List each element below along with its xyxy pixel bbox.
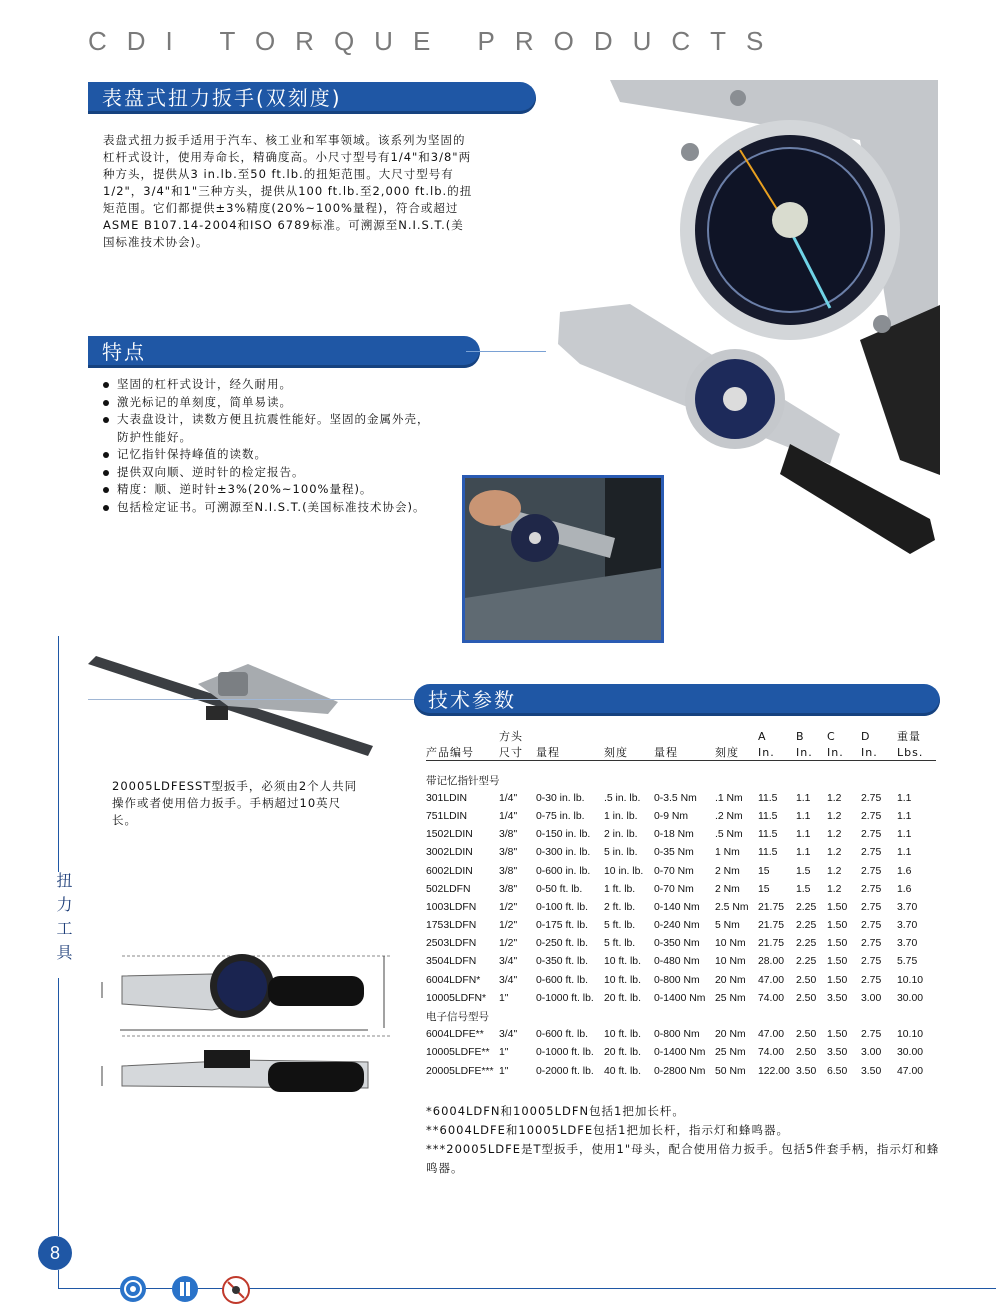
table-cell: 25 Nm xyxy=(715,1047,746,1059)
header-cell: C xyxy=(827,729,836,743)
header-cell: 刻度 xyxy=(604,746,628,759)
table-cell: 30.00 xyxy=(897,1047,924,1059)
table-cell: 1" xyxy=(499,1047,509,1059)
table-cell: 0-140 Nm xyxy=(654,901,700,913)
table-cell: 10 Nm xyxy=(715,938,746,950)
table-cell: 502LDFN xyxy=(426,883,471,895)
table-cell: 0-70 Nm xyxy=(654,883,694,895)
table-cell: 30.00 xyxy=(897,992,924,1004)
table-row xyxy=(426,898,936,916)
table-cell: 0-1000 ft. lb. xyxy=(536,1047,594,1059)
feature-item: 坚固的杠杆式设计，经久耐用。 xyxy=(101,376,435,394)
table-cell: 0-600 in. lb. xyxy=(536,865,591,877)
table-cell: 1" xyxy=(499,1065,509,1077)
table-cell: 10.10 xyxy=(897,974,924,986)
table-cell: 1.2 xyxy=(827,810,842,822)
table-cell: 3/8" xyxy=(499,829,518,841)
table-cell: 2.25 xyxy=(796,956,817,968)
table-cell: 3/8" xyxy=(499,865,518,877)
table-cell: 3.50 xyxy=(796,1065,817,1077)
t-bar-wrench-photo xyxy=(88,644,378,762)
table-cell: 3.70 xyxy=(897,938,918,950)
sidebar-category-text: 扭力工具 xyxy=(54,872,73,968)
table-cell: 10 ft. lb. xyxy=(604,956,641,968)
table-cell: 40 ft. lb. xyxy=(604,1065,641,1077)
table-cell: 20 ft. lb. xyxy=(604,1047,641,1059)
table-cell: 1.6 xyxy=(897,883,912,895)
table-cell: 5 ft. lb. xyxy=(604,920,636,932)
table-cell: 3002LDIN xyxy=(426,847,473,859)
feature-item: 包括检定证书。可溯源至N.I.S.T.(美国标准技术协会)。 xyxy=(101,499,435,517)
table-cell: 2.75 xyxy=(861,974,882,986)
table-cell: 50 Nm xyxy=(715,1065,746,1077)
page-number: 8 xyxy=(38,1236,72,1270)
header-cell: In. xyxy=(861,745,878,759)
table-cell: 11.5 xyxy=(758,792,778,804)
table-cell: 5.75 xyxy=(897,956,918,968)
table-cell: 2 in. lb. xyxy=(604,829,638,841)
feature-item: 提供双向顺、逆时针的检定报告。 xyxy=(101,464,435,482)
feature-item: 记忆指针保持峰值的读数。 xyxy=(101,446,435,464)
footnote: **6004LDFE和10005LDFE包括1把加长杆，指示灯和蜂鸣器。 xyxy=(426,1123,789,1137)
table-cell: 2.75 xyxy=(861,956,882,968)
table-cell: 1.2 xyxy=(827,847,842,859)
table-cell: 5 Nm xyxy=(715,920,740,932)
table-cell: 74.00 xyxy=(758,1047,785,1059)
table-cell: 1/4" xyxy=(499,792,518,804)
table-cell: 2.5 Nm xyxy=(715,901,749,913)
features-rule xyxy=(466,351,546,352)
table-cell: .5 Nm xyxy=(715,829,743,841)
header-cell: A xyxy=(758,729,767,743)
table-cell: 0-75 in. lb. xyxy=(536,810,585,822)
feature-item: 大表盘设计，读数方便且抗震性能好。坚固的金属外壳，防护性能好。 xyxy=(101,411,435,446)
header-cell xyxy=(604,728,654,744)
intro-paragraph: 表盘式扭力扳手适用于汽车、核工业和军事领域。该系列为坚固的杠杆式设计，使用寿命长，精确度高。小尺寸型号有1/4"和3/8"两种方头，提供从3 in.lb.至50 ft.lb.的扭矩范围。大尺寸型号有1/2"，3/4"和1"三种方头，提供从100 ft.lb.至2,000 ft.lb.的扭矩范围。它们都提供±3%精度(20%~100%量程)，符合或超过ASME B107.14-2004和ISO 6789标准。可溯源至N.I.S.T.(美国标准技术协会)。 xyxy=(103,133,473,249)
table-cell: 3.70 xyxy=(897,920,918,932)
table-cell: 1.1 xyxy=(897,810,912,822)
table-cell: 11.5 xyxy=(758,847,778,859)
table-row xyxy=(426,1026,936,1044)
table-cell: 3504LDFN xyxy=(426,956,477,968)
table-row xyxy=(426,844,936,862)
section-title-specs: 技术参数 xyxy=(414,684,940,716)
table-cell: 20 Nm xyxy=(715,974,746,986)
table-cell: 2.75 xyxy=(861,865,882,877)
table-cell: 2.25 xyxy=(796,938,817,950)
header-cell: Lbs. xyxy=(897,745,924,759)
table-cell: 3/4" xyxy=(499,1029,518,1041)
table-cell: 0-2800 Nm xyxy=(654,1065,706,1077)
table-cell: 0-70 Nm xyxy=(654,865,694,877)
table-cell: 15 xyxy=(758,883,770,895)
table-cell: 20 ft. lb. xyxy=(604,992,641,1004)
table-cell: 3/8" xyxy=(499,847,518,859)
table-cell: 2.75 xyxy=(861,920,882,932)
section-title-dial-wrench: 表盘式扭力扳手(双刻度) xyxy=(88,82,536,114)
header-cell: In. xyxy=(827,745,844,759)
table-cell: 1753LDFN xyxy=(426,920,477,932)
table-cell: 11.5 xyxy=(758,810,778,822)
table-cell: 1/2" xyxy=(499,938,518,950)
table-cell: 0-9 Nm xyxy=(654,810,689,822)
table-cell: 1.1 xyxy=(796,847,811,859)
table-cell: 3/4" xyxy=(499,974,518,986)
table-row xyxy=(426,1062,936,1080)
table-cell: 20005LDFE*** xyxy=(426,1065,494,1077)
table-cell: 0-800 Nm xyxy=(654,1029,700,1041)
table-cell: 0-480 Nm xyxy=(654,956,700,968)
sidebar-category xyxy=(48,872,73,978)
table-cell: 2.75 xyxy=(861,938,882,950)
table-cell: 1003LDFN xyxy=(426,901,477,913)
group-label: 带记忆指针型号 xyxy=(426,774,500,787)
table-cell: 301LDIN xyxy=(426,792,468,804)
table-cell: 10.10 xyxy=(897,1029,924,1041)
feature-item: 激光标记的单刻度，简单易读。 xyxy=(101,394,435,412)
table-cell: 0-175 ft. lb. xyxy=(536,920,588,932)
header-cell: 方头 xyxy=(499,730,523,743)
table-cell: 20 Nm xyxy=(715,1029,746,1041)
table-cell: 10 Nm xyxy=(715,956,746,968)
table-cell: 1.1 xyxy=(796,792,811,804)
table-cell: 0-250 ft. lb. xyxy=(536,938,588,950)
table-cell: 1/2" xyxy=(499,901,518,913)
header-cell xyxy=(715,728,758,744)
table-cell: 1.5 xyxy=(796,865,811,877)
spec-header-bottom xyxy=(426,744,936,761)
table-cell: 10 ft. lb. xyxy=(604,1029,641,1041)
footnote: *6004LDFN和10005LDFN包括1把加长杆。 xyxy=(426,1104,685,1118)
table-cell: 1.50 xyxy=(827,920,848,932)
table-cell: 3.00 xyxy=(861,1047,882,1059)
spec-rule xyxy=(378,699,418,700)
spec-header-top xyxy=(426,728,936,744)
t-bar-caption: 20005LDFESST型扳手，必须由2个人共同操作或者使用倍力扳手。手柄超过10英尺长。 xyxy=(112,779,358,827)
table-cell: 751LDIN xyxy=(426,810,468,822)
page-line-horizontal xyxy=(58,1288,996,1289)
table-row xyxy=(426,807,936,825)
table-cell: 2.50 xyxy=(796,1047,817,1059)
table-cell: 2.75 xyxy=(861,792,882,804)
table-cell: 0-50 ft. lb. xyxy=(536,883,583,895)
table-cell: 2.75 xyxy=(861,829,882,841)
table-cell: 1.2 xyxy=(827,865,842,877)
table-cell: 47.00 xyxy=(758,974,785,986)
table-cell: 1.2 xyxy=(827,792,842,804)
table-cell: 0-350 ft. lb. xyxy=(536,956,588,968)
table-cell: 0-35 Nm xyxy=(654,847,694,859)
table-cell: 1 Nm xyxy=(715,847,740,859)
table-cell: 3.70 xyxy=(897,901,918,913)
table-cell: 0-3.5 Nm xyxy=(654,792,697,804)
table-cell: .1 Nm xyxy=(715,792,743,804)
table-cell: 0-300 in. lb. xyxy=(536,847,591,859)
table-cell: 1" xyxy=(499,992,509,1004)
table-cell: 1 ft. lb. xyxy=(604,883,636,895)
table-cell: 1.1 xyxy=(897,829,912,841)
table-cell: 21.75 xyxy=(758,901,785,913)
table-cell: 0-240 Nm xyxy=(654,920,700,932)
table-cell: 0-600 ft. lb. xyxy=(536,1029,588,1041)
header-cell: 产品编号 xyxy=(426,746,474,759)
table-cell: 2503LDFN xyxy=(426,938,477,950)
table-cell: 10005LDFE** xyxy=(426,1047,490,1059)
table-cell: 122.00 xyxy=(758,1065,790,1077)
spec-table xyxy=(426,728,936,1080)
table-cell: .5 in. lb. xyxy=(604,792,641,804)
table-cell: 3.50 xyxy=(827,992,848,1004)
table-cell: 10005LDFN* xyxy=(426,992,487,1004)
header-cell: 量程 xyxy=(654,746,678,759)
features-list xyxy=(101,376,435,516)
table-row xyxy=(426,880,936,898)
table-cell: 3.50 xyxy=(827,1047,848,1059)
table-row xyxy=(426,1044,936,1062)
table-cell: 1.2 xyxy=(827,883,842,895)
table-cell: 5 in. lb. xyxy=(604,847,638,859)
t-bar-rule xyxy=(88,699,414,700)
table-cell: 5 ft. lb. xyxy=(604,938,636,950)
table-cell: 0-800 Nm xyxy=(654,974,700,986)
table-cell: 2.75 xyxy=(861,810,882,822)
group-label: 电子信号型号 xyxy=(426,1011,489,1024)
table-cell: 1/2" xyxy=(499,920,518,932)
table-cell: 0-1400 Nm xyxy=(654,1047,706,1059)
table-cell: 28.00 xyxy=(758,956,785,968)
table-cell: 0-350 Nm xyxy=(654,938,700,950)
table-cell: 2.25 xyxy=(796,901,817,913)
table-cell: 2.50 xyxy=(796,974,817,986)
table-cell: 3/8" xyxy=(499,883,518,895)
table-cell: 25 Nm xyxy=(715,992,746,1004)
table-cell: 10 ft. lb. xyxy=(604,974,641,986)
table-cell: 1.2 xyxy=(827,829,842,841)
table-cell: 1.50 xyxy=(827,1029,848,1041)
table-cell: 6.50 xyxy=(827,1065,848,1077)
header-cell: D xyxy=(861,729,871,743)
table-row xyxy=(426,989,936,1007)
table-cell: 1.1 xyxy=(796,810,811,822)
header-cell xyxy=(536,728,604,744)
header-cell: 重量 xyxy=(897,730,921,743)
table-row xyxy=(426,826,936,844)
table-cell: 3.00 xyxy=(861,992,882,1004)
header-cell: In. xyxy=(796,745,813,759)
footnote: ***20005LDFE是T型扳手，使用1"母头，配合使用倍力扳手。包括5件套手柄，指示灯和蜂鸣器。 xyxy=(426,1142,940,1175)
table-cell: 11.5 xyxy=(758,829,778,841)
table-cell: 0-150 in. lb. xyxy=(536,829,591,841)
table-cell: 0-30 in. lb. xyxy=(536,792,585,804)
table-cell: 47.00 xyxy=(897,1065,924,1077)
brand-header: CDI TORQUE PRODUCTS xyxy=(88,26,784,56)
footnotes xyxy=(426,1102,942,1178)
table-cell: 2 Nm xyxy=(715,883,740,895)
header-cell: 刻度 xyxy=(715,746,739,759)
table-cell: 1 in. lb. xyxy=(604,810,638,822)
table-cell: .2 Nm xyxy=(715,810,743,822)
table-cell: 21.75 xyxy=(758,920,785,932)
table-cell: 1.1 xyxy=(796,829,811,841)
table-row xyxy=(426,862,936,880)
table-cell: 6002LDIN xyxy=(426,865,473,877)
table-cell: 47.00 xyxy=(758,1029,785,1041)
table-cell: 1.50 xyxy=(827,974,848,986)
table-cell: 3.50 xyxy=(861,1065,882,1077)
table-cell: 2 ft. lb. xyxy=(604,901,636,913)
table-cell: 6004LDFE** xyxy=(426,1029,484,1041)
header-cell xyxy=(426,728,499,744)
group-row-electronic xyxy=(426,1007,936,1025)
table-cell: 2.75 xyxy=(861,883,882,895)
table-row xyxy=(426,917,936,935)
table-cell: 15 xyxy=(758,865,770,877)
table-row xyxy=(426,971,936,989)
table-cell: 1502LDIN xyxy=(426,829,473,841)
table-cell: 1.50 xyxy=(827,938,848,950)
table-cell: 1.50 xyxy=(827,956,848,968)
table-cell: 0-100 ft. lb. xyxy=(536,901,588,913)
table-cell: 1/4" xyxy=(499,810,518,822)
section-title-features: 特点 xyxy=(88,336,480,368)
industrial-icon xyxy=(172,1276,198,1302)
header-cell xyxy=(654,728,715,744)
table-cell: 0-1000 ft. lb. xyxy=(536,992,594,1004)
table-cell: 1.50 xyxy=(827,901,848,913)
table-cell: 0-2000 ft. lb. xyxy=(536,1065,594,1077)
table-cell: 2.75 xyxy=(861,901,882,913)
table-cell: 1.5 xyxy=(796,883,811,895)
automotive-icon xyxy=(120,1276,146,1302)
table-cell: 3/4" xyxy=(499,956,518,968)
header-cell: 尺寸 xyxy=(499,746,523,759)
table-cell: 0-600 ft. lb. xyxy=(536,974,588,986)
table-row xyxy=(426,953,936,971)
table-cell: 1.1 xyxy=(897,847,912,859)
prohibited-icon xyxy=(222,1276,250,1304)
header-cell: 量程 xyxy=(536,746,560,759)
table-cell: 74.00 xyxy=(758,992,785,1004)
feature-item: 精度：顺、逆时针±3%(20%~100%量程)。 xyxy=(101,481,435,499)
table-cell: 21.75 xyxy=(758,938,785,950)
dimension-drawing xyxy=(92,948,398,1096)
table-cell: 0-1400 Nm xyxy=(654,992,706,1004)
table-row xyxy=(426,789,936,807)
table-cell: 6004LDFN* xyxy=(426,974,481,986)
table-cell: 0-18 Nm xyxy=(654,829,694,841)
wrench-in-use-photo xyxy=(462,475,664,643)
table-cell: 2.75 xyxy=(861,847,882,859)
table-cell: 1.1 xyxy=(897,792,912,804)
table-cell: 2.25 xyxy=(796,920,817,932)
table-cell: 2.50 xyxy=(796,1029,817,1041)
table-row xyxy=(426,935,936,953)
group-row-memory xyxy=(426,771,936,789)
table-cell: 1.6 xyxy=(897,865,912,877)
table-cell: 2 Nm xyxy=(715,865,740,877)
header-cell: In. xyxy=(758,745,775,759)
table-cell: 10 in. lb. xyxy=(604,865,644,877)
header-cell: B xyxy=(796,729,805,743)
table-cell: 2.50 xyxy=(796,992,817,1004)
page-line-vertical xyxy=(58,1270,59,1288)
table-cell: 2.75 xyxy=(861,1029,882,1041)
